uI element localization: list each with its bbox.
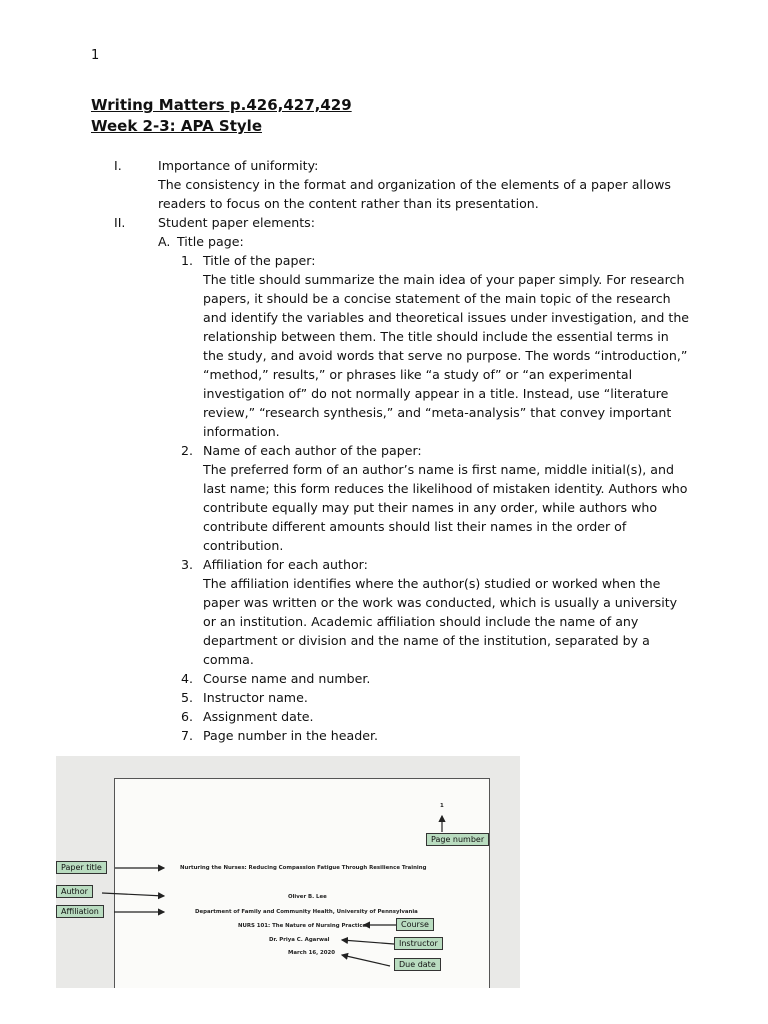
item-number: 3. — [181, 557, 194, 572]
callout-course: Course — [396, 918, 434, 931]
outline — [91, 156, 691, 745]
item-heading: Assignment date. — [203, 709, 314, 724]
list-item — [91, 688, 691, 707]
item-number: 4. — [181, 671, 194, 686]
item-number: 2. — [181, 443, 194, 458]
sample-author: Oliver B. Lee — [288, 894, 327, 900]
callout-page-number: Page number — [426, 833, 489, 846]
list-item — [91, 251, 691, 270]
section-i-heading — [91, 156, 691, 175]
item-number: 6. — [181, 709, 194, 724]
callout-affiliation: Affiliation — [56, 905, 104, 918]
subsection-a-heading — [91, 232, 691, 251]
item-number: 5. — [181, 690, 194, 705]
item-heading: Course name and number. — [203, 671, 371, 686]
sample-instructor: Dr. Priya C. Agarwal — [269, 937, 330, 943]
apa-title-page-figure — [56, 756, 520, 988]
sample-affiliation: Department of Family and Community Health, University of Pennsylvania — [195, 909, 418, 915]
sample-date: March 16, 2020 — [288, 950, 335, 956]
item-heading: Affiliation for each author: — [203, 557, 368, 572]
section-i-text: The consistency in the format and organization of the elements of a paper allows readers to focus on the content rather than its presentation. — [158, 177, 671, 211]
roman-marker: II. — [114, 215, 126, 230]
title-line-1: Writing Matters p.426,427,429 — [91, 96, 352, 114]
item-number: 7. — [181, 728, 194, 743]
heading-text: Importance of uniformity: — [158, 158, 319, 173]
callout-paper-title: Paper title — [56, 861, 107, 874]
item-paragraph: The preferred form of an author’s name is first name, middle initial(s), and last name; this form reduces the likelihood of mistaken identity. Authors who contribute equally may put their names in any order, while authors who contribute different amounts should list their names in the order of contribution. — [203, 462, 688, 553]
list-item — [91, 441, 691, 460]
heading-text: Title page: — [177, 234, 244, 249]
alpha-marker: A. — [158, 234, 171, 249]
item-heading: Page number in the header. — [203, 728, 379, 743]
section-ii-heading — [91, 213, 691, 232]
roman-marker: I. — [114, 158, 122, 173]
sample-page-number: 1 — [440, 803, 444, 809]
list-item — [91, 726, 691, 745]
item-heading: Name of each author of the paper: — [203, 443, 422, 458]
item-paragraph: The title should summarize the main idea of your paper simply. For research papers, it should be a concise statement of the main topic of the research and identify the variables and theoretical issues under investigation, and the relationship between them. The title should include the essential terms in the study, and avoid words that serve no purpose. The words “introduction,” “method,” results,” or phrases like “a study of” or “an experimental investigation of” do not normally appear in a title. Instead, use “literature review,” “research synthesis,” and “meta-analysis” that convey important information. — [203, 272, 690, 439]
sample-course: NURS 101: The Nature of Nursing Practice — [238, 923, 367, 929]
title-line-2: Week 2-3: APA Style — [91, 117, 262, 135]
callout-due-date: Due date — [394, 958, 441, 971]
heading-text: Student paper elements: — [158, 215, 315, 230]
callout-author: Author — [56, 885, 93, 898]
sample-paper-title: Nurturing the Nurses: Reducing Compassion Fatigue Through Resilience Training — [180, 865, 427, 871]
item-heading: Instructor name. — [203, 690, 308, 705]
list-item — [91, 669, 691, 688]
list-item — [91, 555, 691, 574]
list-item — [91, 707, 691, 726]
callout-instructor: Instructor — [394, 937, 443, 950]
document-title — [91, 95, 352, 137]
item-heading: Title of the paper: — [203, 253, 316, 268]
page-number: 1 — [91, 48, 100, 63]
item-paragraph: The affiliation identifies where the author(s) studied or worked when the paper was written or the work was conducted, which is usually a university or an institution. Academic affiliation should include the name of any department or division and the name of the institution, separated by a comma. — [203, 576, 678, 667]
item-number: 1. — [181, 253, 194, 268]
